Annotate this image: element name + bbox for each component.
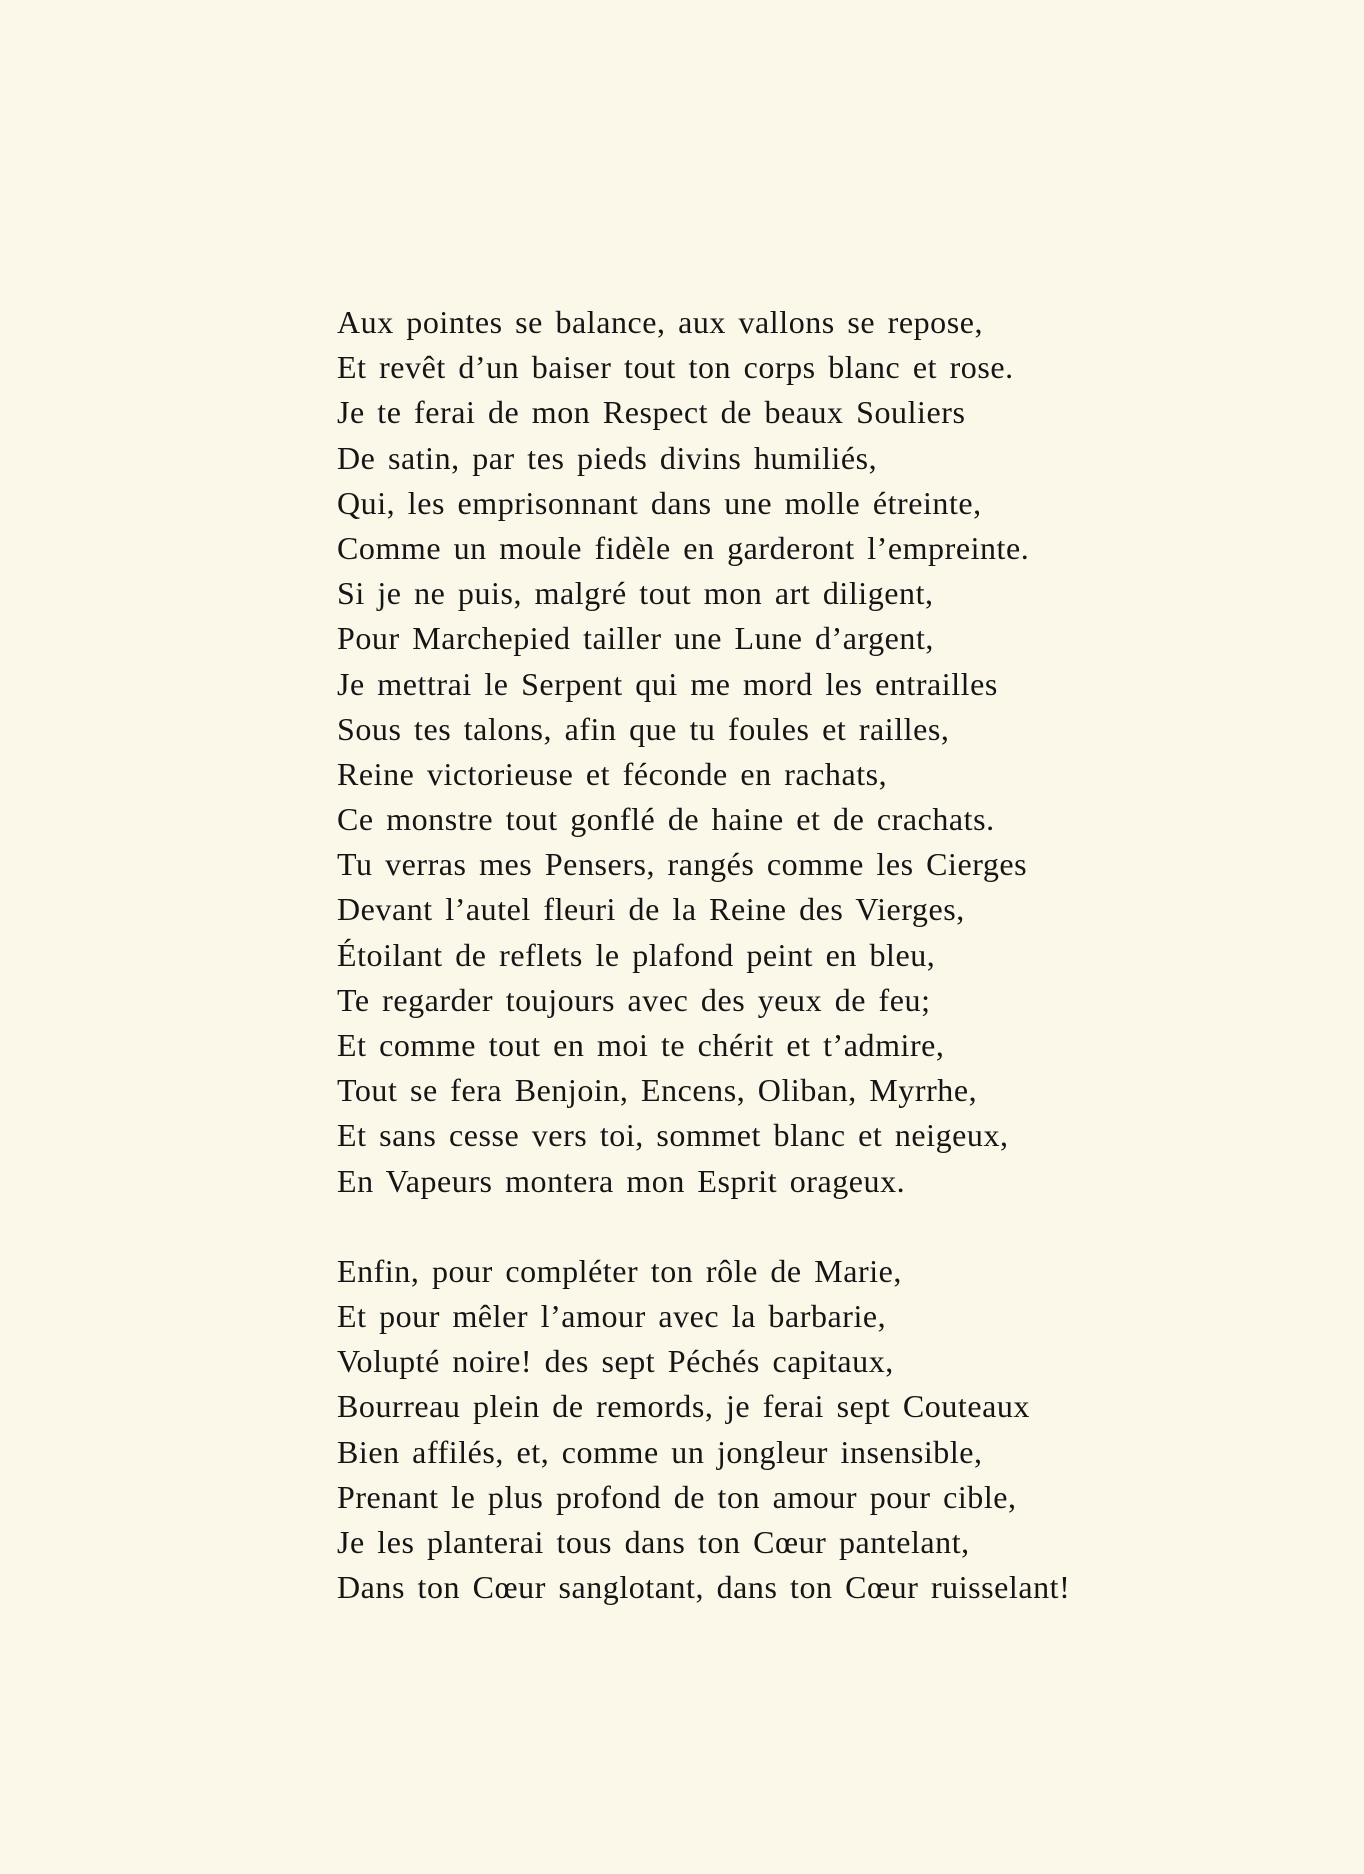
verse-line: Reine victorieuse et féconde en rachats,	[337, 755, 888, 792]
verse-line: Et comme tout en moi te chérit et t’admire,	[337, 1027, 945, 1063]
verse-line: Et sans cesse vers toi, sommet blanc et neigeux,	[337, 1117, 1009, 1154]
verse-line: Je te ferai de mon Respect de beaux Souliers	[337, 394, 966, 431]
verse-line: Si je ne puis, malgré tout mon art diligent,	[337, 575, 934, 612]
verse-line: Tout se fera Benjoin, Encens, Oliban, Myrrhe,	[337, 1072, 978, 1109]
verse-line: Devant l’autel fleuri de la Reine des Vierges,	[337, 891, 965, 928]
verse-line: Sous tes talons, afin que tu foules et railles,	[337, 710, 950, 747]
verse-line: Bourreau plein de remords, je ferai sept Couteaux	[337, 1388, 1030, 1425]
verse-line: Étoilant de reflets le plafond peint en bleu,	[337, 936, 936, 973]
stanza-2	[337, 1249, 1237, 1611]
verse-line: Aux pointes se balance, aux vallons se repose,	[337, 304, 984, 340]
verse-line: Je mettrai le Serpent qui me mord les entrailles	[337, 665, 998, 702]
verse-line: Et pour mêler l’amour avec la barbarie,	[337, 1297, 887, 1334]
verse-line: En Vapeurs montera mon Esprit orageux.	[337, 1162, 906, 1199]
verse-line: Pour Marchepied tailler une Lune d’argent,	[337, 620, 934, 657]
stanza-1	[337, 300, 1237, 1204]
verse-line: De satin, par tes pieds divins humiliés,	[337, 439, 878, 476]
verse-line: Tu verras mes Pensers, rangés comme les Cierges	[337, 846, 1028, 883]
verse-line: Bien affilés, et, comme un jongleur insensible,	[337, 1433, 983, 1470]
verse-line: Ce monstre tout gonflé de haine et de crachats.	[337, 801, 995, 838]
verse-line: Dans ton Cœur sanglotant, dans ton Cœur ruisselant!	[337, 1569, 1071, 1606]
verse-line: Te regarder toujours avec des yeux de feu;	[337, 981, 931, 1018]
verse-line: Volupté noire! des sept Péchés capitaux,	[337, 1343, 894, 1380]
verse-line: Qui, les emprisonnant dans une molle étreinte,	[337, 484, 982, 521]
verse-line: Comme un moule fidèle en garderont l’empreinte.	[337, 529, 1030, 566]
verse-line: Enfin, pour compléter ton rôle de Marie,	[337, 1252, 902, 1289]
poem-text	[337, 300, 1237, 1610]
verse-line: Prenant le plus profond de ton amour pour cible,	[337, 1478, 1017, 1515]
verse-line: Je les planterai tous dans ton Cœur pantelant,	[337, 1523, 970, 1560]
verse-line: Et revêt d’un baiser tout ton corps blanc et rose.	[337, 349, 1014, 386]
